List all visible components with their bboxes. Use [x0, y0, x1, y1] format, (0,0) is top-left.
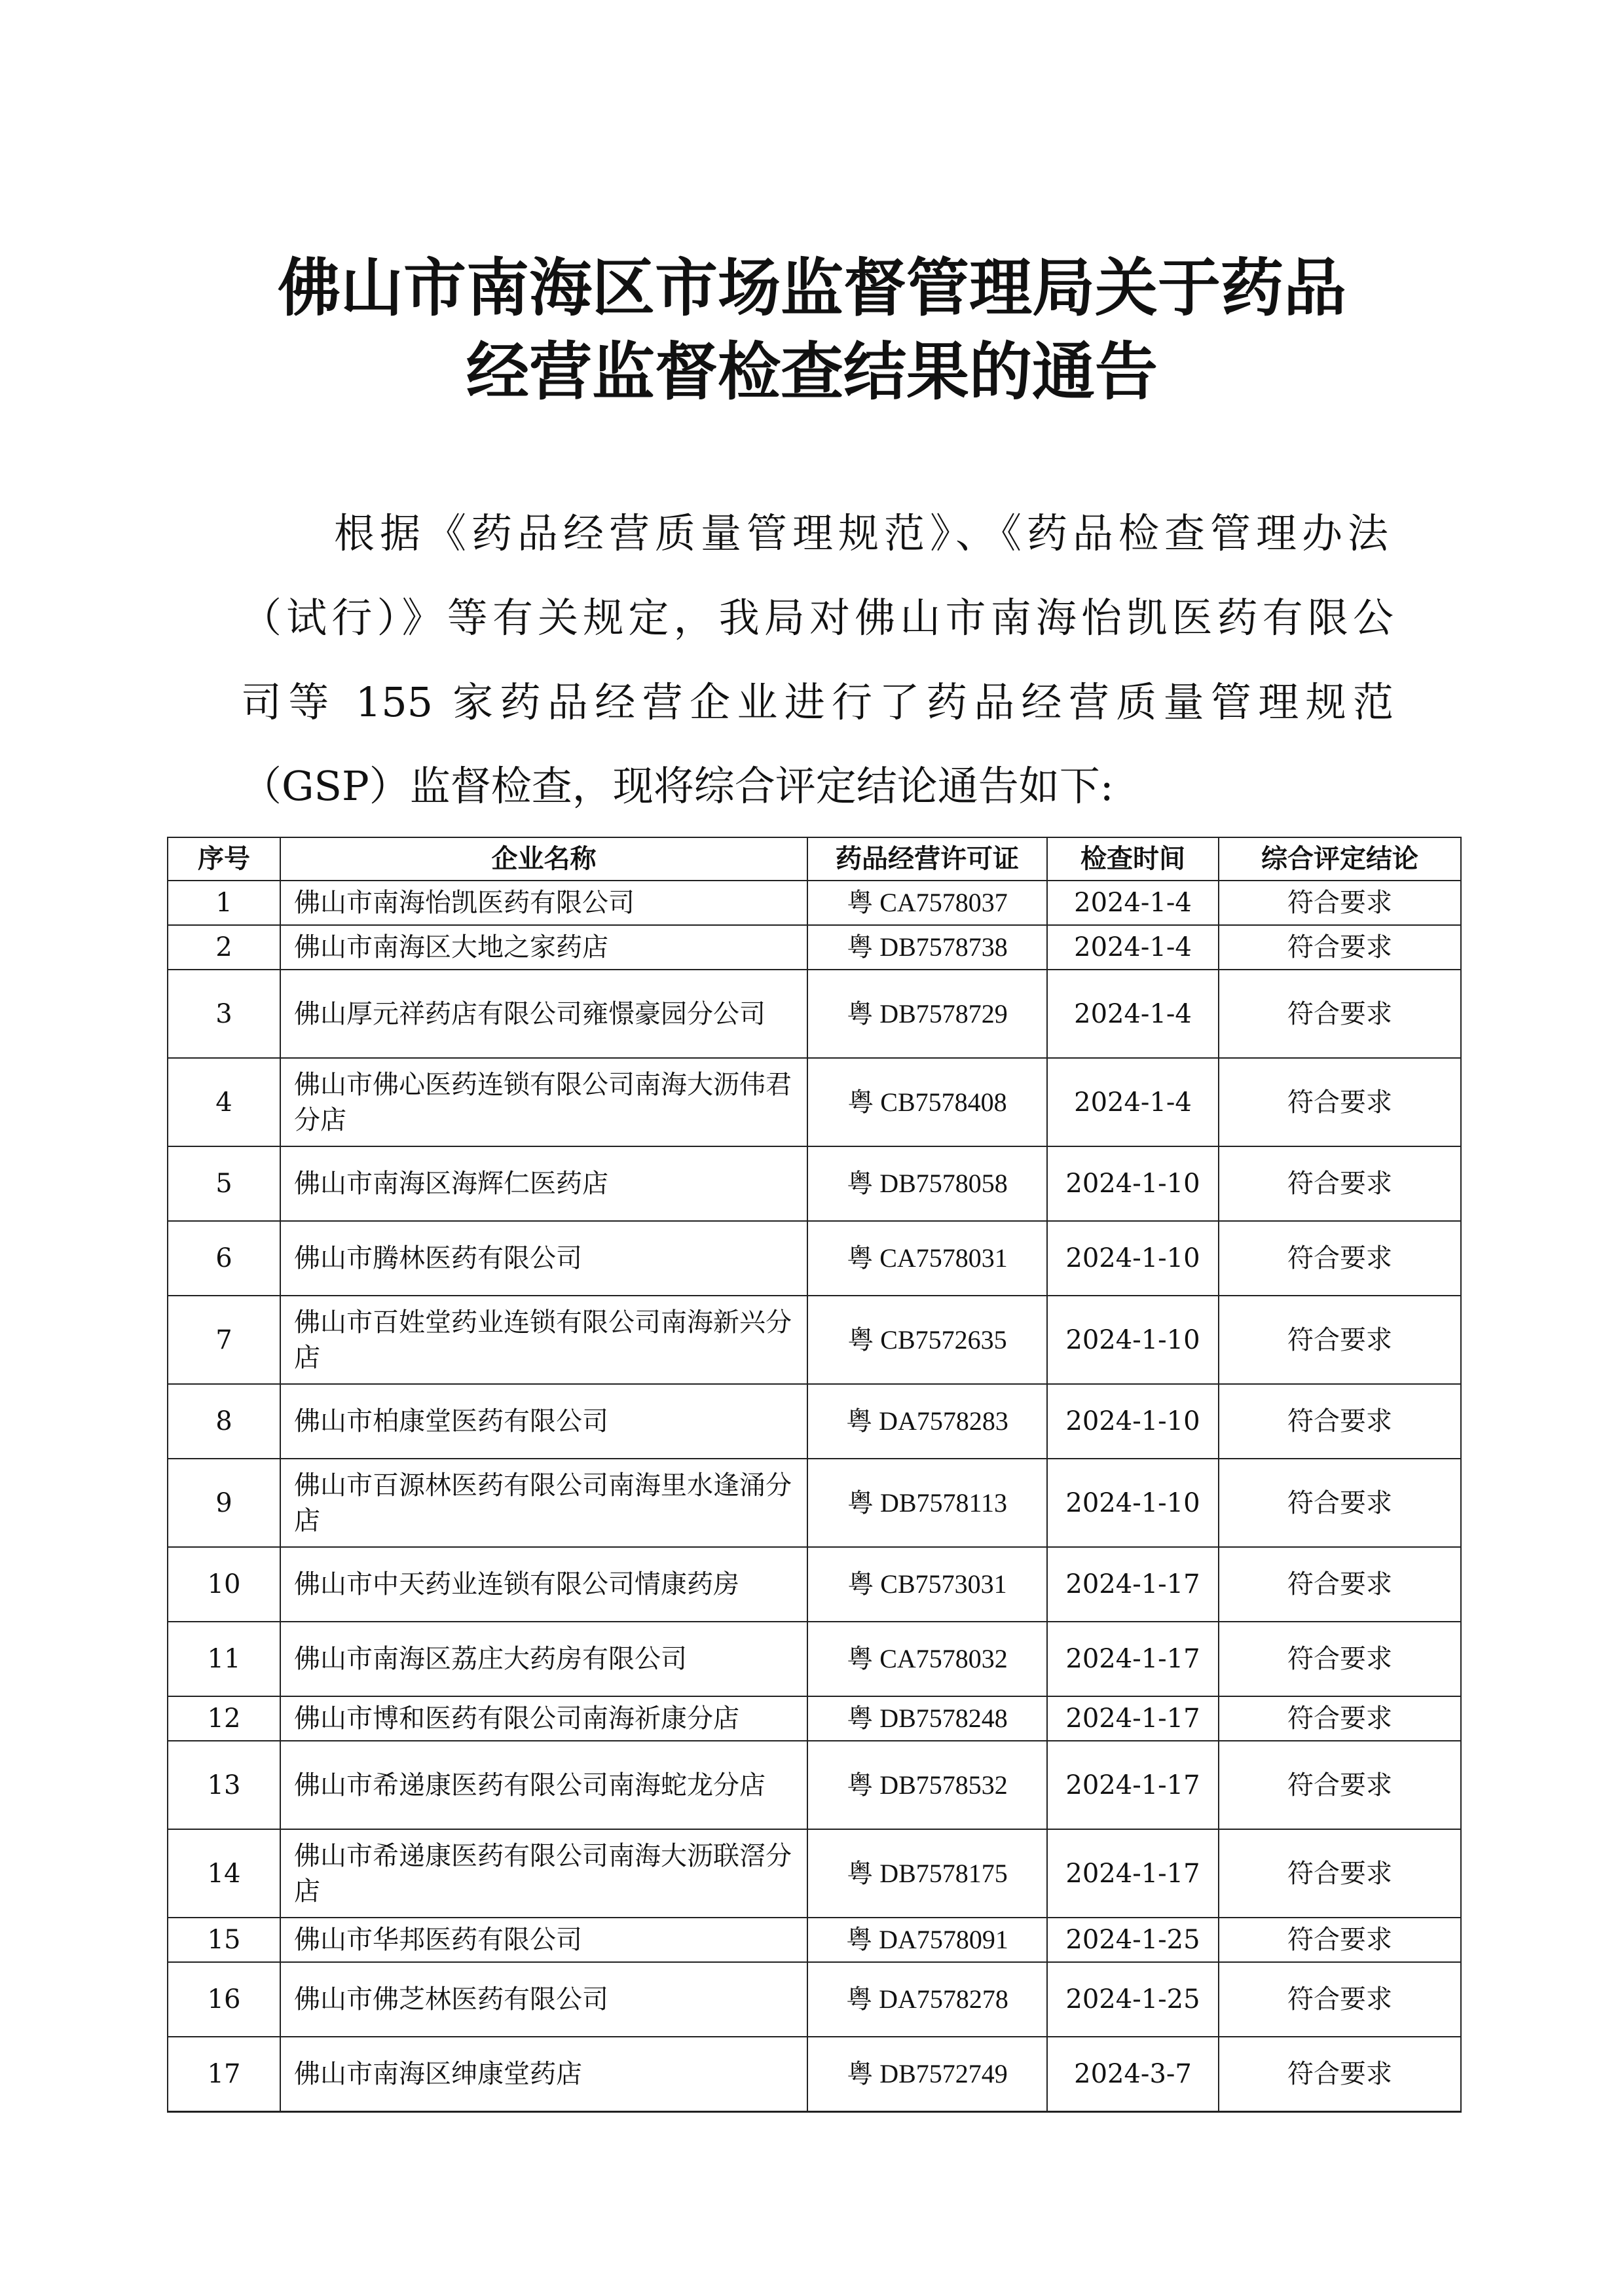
table-row: [168, 1741, 1461, 1829]
company-name: 佛山市百源林医药有限公司南海里水逢涌分店: [280, 1459, 807, 1547]
row-number: 10: [168, 1547, 280, 1622]
table-row: [168, 1296, 1461, 1384]
row-number: 6: [168, 1221, 280, 1296]
company-name: 佛山市百姓堂药业连锁有限公司南海新兴分店: [280, 1296, 807, 1384]
intro-line-2: （试行）》等有关规定，我局对佛山市南海怡凯医药有限公: [241, 594, 1393, 642]
company-name: 佛山市中天药业连锁有限公司情康药房: [280, 1547, 807, 1622]
company-name: 佛山市佛心医药连锁有限公司南海大沥伟君分店: [280, 1058, 807, 1146]
company-name: 佛山市南海怡凯医药有限公司: [280, 881, 807, 925]
inspection-date: 2024-1-17: [1047, 1696, 1219, 1741]
table-row: [168, 1221, 1461, 1296]
license-number: 粤 DB7572749: [807, 2037, 1047, 2111]
row-number: 2: [168, 925, 280, 970]
company-name: 佛山市南海区海辉仁医药店: [280, 1146, 807, 1221]
inspection-results-table: [167, 837, 1462, 2113]
table-row: [168, 1962, 1461, 2037]
license-number: 粤 CB7572635: [807, 1296, 1047, 1384]
license-number: 粤 DB7578058: [807, 1146, 1047, 1221]
inspection-date: 2024-1-25: [1047, 1918, 1219, 1962]
document-title-line-1: 佛山市南海区市场监督管理局关于药品: [278, 251, 1346, 325]
license-number: 粤 CB7573031: [807, 1547, 1047, 1622]
company-name: 佛山市腾林医药有限公司: [280, 1221, 807, 1296]
inspection-date: 2024-1-10: [1047, 1296, 1219, 1384]
inspection-date: 2024-1-10: [1047, 1146, 1219, 1221]
company-name: 佛山市佛芝林医药有限公司: [280, 1962, 807, 2037]
conclusion: 符合要求: [1219, 1058, 1461, 1146]
table-row: [168, 881, 1461, 925]
row-number: 9: [168, 1459, 280, 1547]
license-number: 粤 DA7578091: [807, 1918, 1047, 1962]
license-number: 粤 CA7578032: [807, 1622, 1047, 1696]
inspection-date: 2024-3-7: [1047, 2037, 1219, 2111]
license-number: 粤 CB7578408: [807, 1058, 1047, 1146]
row-number: 8: [168, 1384, 280, 1459]
row-number: 4: [168, 1058, 280, 1146]
header-conclusion: 综合评定结论: [1219, 837, 1461, 881]
table-row: [168, 925, 1461, 970]
table-row: [168, 1459, 1461, 1547]
header-inspection-date: 检查时间: [1047, 837, 1219, 881]
row-number: 3: [168, 970, 280, 1058]
conclusion: 符合要求: [1219, 925, 1461, 970]
row-number: 7: [168, 1296, 280, 1384]
row-number: 5: [168, 1146, 280, 1221]
company-name: 佛山市希递康医药有限公司南海大沥联滘分店: [280, 1829, 807, 1918]
conclusion: 符合要求: [1219, 1384, 1461, 1459]
license-number: 粤 DB7578729: [807, 970, 1047, 1058]
conclusion: 符合要求: [1219, 970, 1461, 1058]
license-number: 粤 DB7578175: [807, 1829, 1047, 1918]
company-name: 佛山市南海区大地之家药店: [280, 925, 807, 970]
inspection-date: 2024-1-17: [1047, 1829, 1219, 1918]
row-number: 12: [168, 1696, 280, 1741]
inspection-date: 2024-1-17: [1047, 1547, 1219, 1622]
table-row: [168, 1058, 1461, 1146]
row-number: 16: [168, 1962, 280, 2037]
company-name: 佛山市南海区绅康堂药店: [280, 2037, 807, 2111]
conclusion: 符合要求: [1219, 1547, 1461, 1622]
table-row: [168, 970, 1461, 1058]
table-row: [168, 1146, 1461, 1221]
conclusion: 符合要求: [1219, 1221, 1461, 1296]
row-number: 14: [168, 1829, 280, 1918]
inspection-date: 2024-1-4: [1047, 1058, 1219, 1146]
document-title-line-2: 经营监督检查结果的通告: [466, 335, 1158, 409]
row-number: 15: [168, 1918, 280, 1962]
intro-line-1: 根据《药品经营质量管理规范》、《药品检查管理办法: [334, 509, 1388, 557]
row-number: 11: [168, 1622, 280, 1696]
license-number: 粤 DB7578113: [807, 1459, 1047, 1547]
conclusion: 符合要求: [1219, 881, 1461, 925]
license-number: 粤 DA7578278: [807, 1962, 1047, 2037]
header-company-name: 企业名称: [280, 837, 807, 881]
inspection-date: 2024-1-17: [1047, 1741, 1219, 1829]
row-number: 13: [168, 1741, 280, 1829]
header-license: 药品经营许可证: [807, 837, 1047, 881]
company-name: 佛山市博和医药有限公司南海祈康分店: [280, 1696, 807, 1741]
inspection-date: 2024-1-10: [1047, 1221, 1219, 1296]
conclusion: 符合要求: [1219, 1146, 1461, 1221]
inspection-date: 2024-1-17: [1047, 1622, 1219, 1696]
conclusion: 符合要求: [1219, 1918, 1461, 1962]
inspection-date: 2024-1-4: [1047, 881, 1219, 925]
conclusion: 符合要求: [1219, 1829, 1461, 1918]
row-number: 1: [168, 881, 280, 925]
conclusion: 符合要求: [1219, 1622, 1461, 1696]
conclusion: 符合要求: [1219, 1741, 1461, 1829]
conclusion: 符合要求: [1219, 1962, 1461, 2037]
company-name: 佛山市柏康堂医药有限公司: [280, 1384, 807, 1459]
company-name: 佛山市希递康医药有限公司南海蛇龙分店: [280, 1741, 807, 1829]
intro-line-4: （GSP）监督检查，现将综合评定结论通告如下:: [241, 762, 1114, 810]
inspection-date: 2024-1-4: [1047, 970, 1219, 1058]
license-number: 粤 DB7578738: [807, 925, 1047, 970]
conclusion: 符合要求: [1219, 1696, 1461, 1741]
header-number: 序号: [168, 837, 280, 881]
table-row: [168, 1696, 1461, 1741]
intro-line-3: 司等 155 家药品经营企业进行了药品经营质量管理规范: [241, 678, 1393, 726]
conclusion: 符合要求: [1219, 1296, 1461, 1384]
license-number: 粤 DA7578283: [807, 1384, 1047, 1459]
table-row: [168, 1547, 1461, 1622]
license-number: 粤 DB7578248: [807, 1696, 1047, 1741]
company-name: 佛山市南海区荔庄大药房有限公司: [280, 1622, 807, 1696]
table-row: [168, 1918, 1461, 1962]
inspection-date: 2024-1-4: [1047, 925, 1219, 970]
inspection-date: 2024-1-25: [1047, 1962, 1219, 2037]
license-number: 粤 CA7578031: [807, 1221, 1047, 1296]
inspection-date: 2024-1-10: [1047, 1459, 1219, 1547]
license-number: 粤 DB7578532: [807, 1741, 1047, 1829]
company-name: 佛山厚元祥药店有限公司雍憬豪园分公司: [280, 970, 807, 1058]
company-name: 佛山市华邦医药有限公司: [280, 1918, 807, 1962]
table-row: [168, 1829, 1461, 1918]
inspection-date: 2024-1-10: [1047, 1384, 1219, 1459]
table-row: [168, 1622, 1461, 1696]
table-row: [168, 2037, 1461, 2111]
table-header-row: [168, 837, 1461, 881]
license-number: 粤 CA7578037: [807, 881, 1047, 925]
row-number: 17: [168, 2037, 280, 2111]
table-row: [168, 1384, 1461, 1459]
conclusion: 符合要求: [1219, 2037, 1461, 2111]
conclusion: 符合要求: [1219, 1459, 1461, 1547]
